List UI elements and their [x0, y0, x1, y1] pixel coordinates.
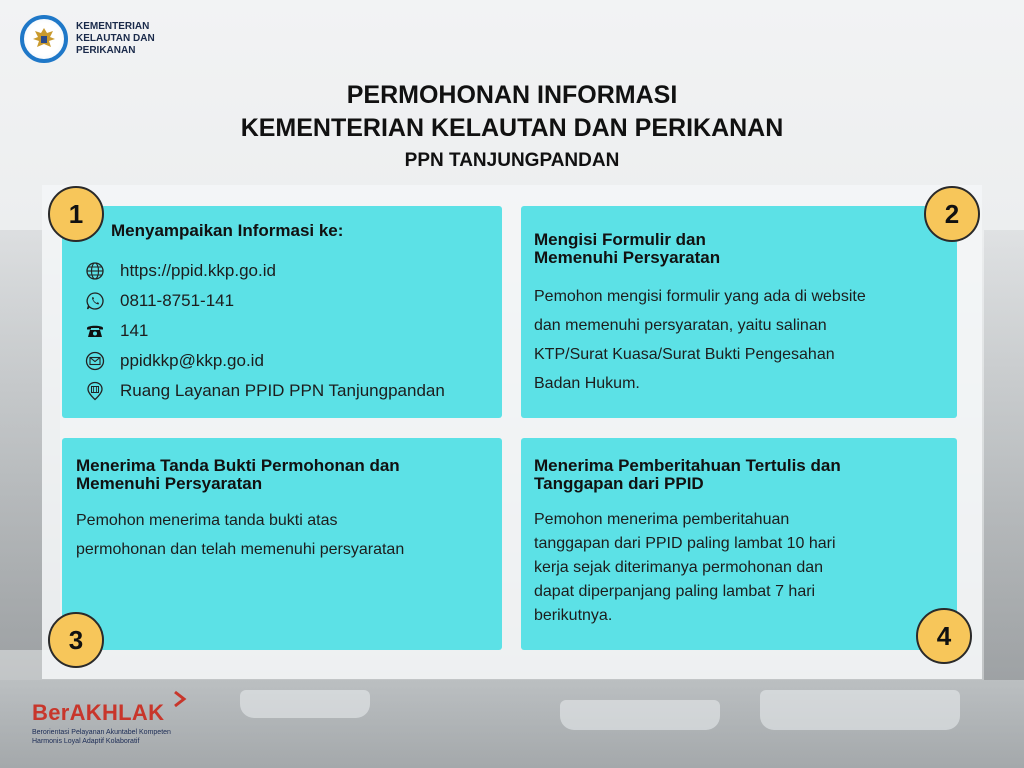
step-4-body — [534, 508, 914, 628]
contact-text: 141 — [120, 321, 149, 340]
tagline-line: Harmonis Loyal Adaptif Kolaboratif — [32, 738, 140, 745]
contact-item-telephone — [84, 316, 445, 346]
body-line: kerja sejak diterimanya permohonan dan — [534, 559, 824, 576]
title-line: Menerima Tanda Bukti Permohonan dan — [76, 456, 400, 475]
title-line: Tanggapan dari PPID — [534, 474, 704, 493]
logo-text — [76, 21, 171, 57]
background-harbor-right — [984, 230, 1024, 680]
logo-line: KEMENTERIAN — [76, 21, 150, 32]
step-2-title — [534, 231, 894, 267]
background-boat — [240, 690, 370, 718]
contact-item-email — [84, 346, 445, 376]
body-line: Badan Hukum. — [534, 375, 640, 392]
location-icon — [84, 380, 106, 402]
title-line-1: PERMOHONAN INFORMASI — [346, 81, 678, 109]
chevron-right-icon — [172, 690, 188, 708]
step-4-badge: 4 — [916, 608, 972, 664]
title-line-2: KEMENTERIAN KELAUTAN DAN PERIKANAN — [240, 114, 784, 142]
background-boat — [760, 690, 960, 730]
contact-text: Ruang Layanan PPID PPN Tanjungpandan — [120, 381, 445, 400]
step-2-body — [534, 282, 946, 398]
title-line: Memenuhi Persyaratan — [534, 248, 721, 267]
body-line: Pemohon menerima pemberitahuan — [534, 511, 790, 528]
body-line: berikutnya. — [534, 607, 613, 624]
contact-item-website — [84, 256, 445, 286]
body-line: dapat diperpanjang paling lambat 7 hari — [534, 583, 816, 600]
step-3-body — [76, 506, 496, 564]
berakhlak-tagline — [32, 728, 192, 746]
telephone-icon — [84, 320, 106, 342]
title-line: Menerima Pemberitahuan Tertulis dan — [534, 456, 841, 475]
page-title — [0, 80, 1024, 173]
title-line: Mengisi Formulir dan — [534, 230, 706, 249]
contact-text: 0811-8751-141 — [120, 291, 235, 310]
kkp-logo — [20, 15, 171, 63]
logo-line: KELAUTAN DAN — [76, 33, 155, 44]
body-line: tanggapan dari PPID paling lambat 10 hari — [534, 535, 836, 552]
email-icon — [84, 350, 106, 372]
berakhlak-logo — [32, 700, 192, 746]
step-2-badge: 2 — [924, 186, 980, 242]
contact-item-location — [84, 376, 445, 406]
garuda-emblem-icon — [20, 15, 68, 63]
step-1-title: Menyampaikan Informasi ke: — [111, 221, 344, 240]
step-1-badge: 1 — [48, 186, 104, 242]
body-line: permohonan dan telah memenuhi persyaratan — [76, 541, 405, 558]
contact-item-whatsapp — [84, 286, 445, 316]
step-4-title — [534, 457, 934, 493]
contact-text: https://ppid.kkp.go.id — [120, 261, 276, 280]
whatsapp-icon — [84, 290, 106, 312]
body-line: Pemohon mengisi formulir yang ada di website — [534, 288, 866, 305]
globe-icon — [84, 260, 106, 282]
title-line-3: PPN TANJUNGPANDAN — [404, 150, 620, 171]
contact-text: ppidkkp@kkp.go.id — [120, 351, 264, 370]
background-boat — [560, 700, 720, 730]
contact-list — [84, 256, 445, 406]
berakhlak-wordmark: BerAKHLAK — [32, 700, 165, 725]
tagline-line: Berorientasi Pelayanan Akuntabel Kompeten — [32, 729, 171, 736]
step-3-badge: 3 — [48, 612, 104, 668]
body-line: Pemohon menerima tanda bukti atas — [76, 512, 338, 529]
title-line: Memenuhi Persyaratan — [76, 474, 263, 493]
logo-line: PERIKANAN — [76, 45, 136, 56]
step-3-title — [76, 457, 496, 493]
body-line: dan memenuhi persyaratan, yaitu salinan — [534, 317, 827, 334]
body-line: KTP/Surat Kuasa/Surat Bukti Pengesahan — [534, 346, 835, 363]
